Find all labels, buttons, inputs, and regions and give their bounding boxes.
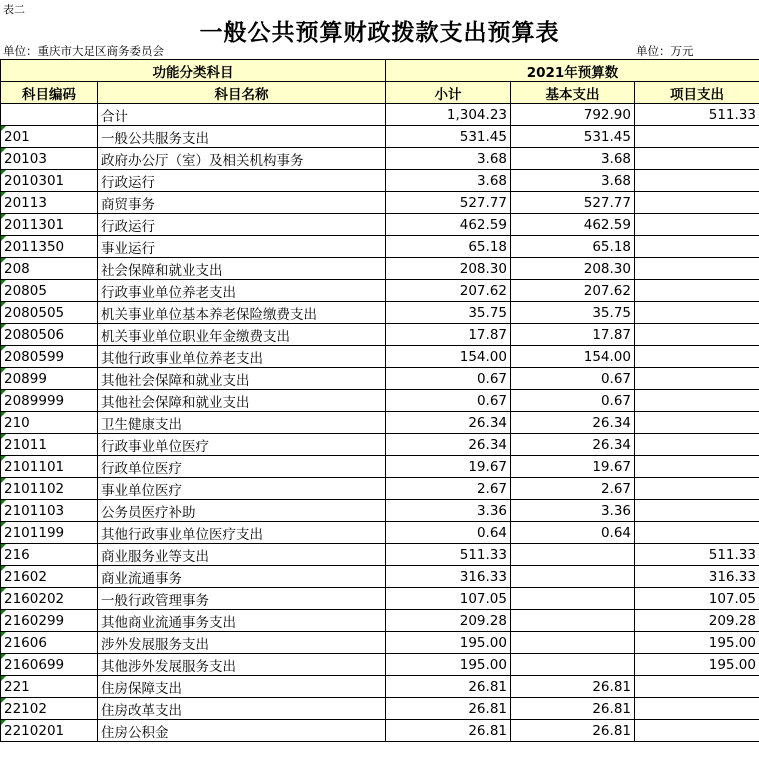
- row-name[interactable]: 事业单位医疗: [98, 478, 386, 500]
- row-code[interactable]: 2010301: [1, 170, 98, 192]
- row-code[interactable]: 2011350: [1, 236, 98, 258]
- row-name[interactable]: 行政事业单位养老支出: [98, 280, 386, 302]
- row-name[interactable]: 机关事业单位职业年金缴费支出: [98, 324, 386, 346]
- row-basic[interactable]: [511, 588, 635, 610]
- row-subtotal[interactable]: 0.67: [386, 368, 511, 390]
- table-row[interactable]: [1, 676, 759, 698]
- row-name[interactable]: 其他行政事业单位医疗支出: [98, 522, 386, 544]
- row-code[interactable]: 20805: [1, 280, 98, 302]
- row-project[interactable]: [635, 676, 759, 698]
- row-project[interactable]: [635, 368, 759, 390]
- row-code[interactable]: 21606: [1, 632, 98, 654]
- row-name[interactable]: 一般行政管理事务: [98, 588, 386, 610]
- table-row[interactable]: [1, 148, 759, 170]
- row-code[interactable]: 2160299: [1, 610, 98, 632]
- table-row[interactable]: [1, 104, 759, 126]
- row-basic[interactable]: 792.90: [511, 104, 635, 126]
- table-row[interactable]: [1, 544, 759, 566]
- header-project: 项目支出: [635, 82, 759, 104]
- table-row[interactable]: [1, 632, 759, 654]
- row-subtotal[interactable]: 26.81: [386, 676, 511, 698]
- row-project[interactable]: 195.00: [635, 654, 759, 676]
- table-row[interactable]: [1, 412, 759, 434]
- row-basic[interactable]: 3.36: [511, 500, 635, 522]
- row-name[interactable]: 卫生健康支出: [98, 412, 386, 434]
- row-basic[interactable]: 0.67: [511, 368, 635, 390]
- row-name[interactable]: 住房公积金: [98, 720, 386, 742]
- row-code[interactable]: 2080505: [1, 302, 98, 324]
- row-subtotal[interactable]: 0.64: [386, 522, 511, 544]
- row-subtotal[interactable]: 26.34: [386, 412, 511, 434]
- table-row[interactable]: [1, 522, 759, 544]
- table-row[interactable]: [1, 170, 759, 192]
- row-name[interactable]: 其他涉外发展服务支出: [98, 654, 386, 676]
- sheet-tag: 表二: [3, 3, 25, 16]
- table-row[interactable]: [1, 434, 759, 456]
- row-basic[interactable]: 26.34: [511, 434, 635, 456]
- row-project[interactable]: [635, 346, 759, 368]
- row-project[interactable]: 511.33: [635, 544, 759, 566]
- table-row[interactable]: [1, 236, 759, 258]
- row-project[interactable]: [635, 390, 759, 412]
- page-title: 一般公共预算财政拨款支出预算表: [199, 19, 560, 46]
- row-project[interactable]: [635, 302, 759, 324]
- row-code[interactable]: 208: [1, 258, 98, 280]
- row-project[interactable]: [635, 456, 759, 478]
- table-row[interactable]: [1, 192, 759, 214]
- row-subtotal[interactable]: 107.05: [386, 588, 511, 610]
- row-code[interactable]: 22102: [1, 698, 98, 720]
- row-project[interactable]: [635, 170, 759, 192]
- row-subtotal[interactable]: 3.68: [386, 170, 511, 192]
- row-name[interactable]: 商业服务业等支出: [98, 544, 386, 566]
- row-subtotal[interactable]: 527.77: [386, 192, 511, 214]
- table-row[interactable]: [1, 280, 759, 302]
- table-row[interactable]: [1, 302, 759, 324]
- row-code[interactable]: 2080599: [1, 346, 98, 368]
- row-basic[interactable]: 17.87: [511, 324, 635, 346]
- row-basic[interactable]: 154.00: [511, 346, 635, 368]
- unit-organization: 单位：重庆市大足区商务委员会: [3, 44, 164, 58]
- row-subtotal[interactable]: 35.75: [386, 302, 511, 324]
- row-basic[interactable]: 207.62: [511, 280, 635, 302]
- header-name: 科目名称: [98, 82, 386, 104]
- row-project[interactable]: [635, 192, 759, 214]
- row-basic[interactable]: 26.81: [511, 698, 635, 720]
- row-name[interactable]: 其他商业流通事务支出: [98, 610, 386, 632]
- row-project[interactable]: 209.28: [635, 610, 759, 632]
- row-code[interactable]: [1, 104, 98, 126]
- row-subtotal[interactable]: 154.00: [386, 346, 511, 368]
- row-basic[interactable]: [511, 566, 635, 588]
- table-row[interactable]: [1, 588, 759, 610]
- row-subtotal[interactable]: 209.28: [386, 610, 511, 632]
- row-code[interactable]: 2080506: [1, 324, 98, 346]
- row-code[interactable]: 2160202: [1, 588, 98, 610]
- row-name[interactable]: 涉外发展服务支出: [98, 632, 386, 654]
- table-header-group-row: [1, 60, 759, 82]
- row-name[interactable]: 行政运行: [98, 170, 386, 192]
- row-code[interactable]: 2089999: [1, 390, 98, 412]
- row-project[interactable]: [635, 214, 759, 236]
- unit-currency: 单位：万元: [636, 44, 694, 58]
- row-code[interactable]: 20899: [1, 368, 98, 390]
- row-name[interactable]: 行政运行: [98, 214, 386, 236]
- row-project[interactable]: [635, 236, 759, 258]
- table-row[interactable]: [1, 258, 759, 280]
- row-name[interactable]: 政府办公厅（室）及相关机构事务: [98, 148, 386, 170]
- header-basic: 基本支出: [511, 82, 635, 104]
- row-name[interactable]: 其他行政事业单位养老支出: [98, 346, 386, 368]
- row-subtotal[interactable]: 511.33: [386, 544, 511, 566]
- row-project[interactable]: 107.05: [635, 588, 759, 610]
- row-name[interactable]: 一般公共服务支出: [98, 126, 386, 148]
- row-basic[interactable]: 527.77: [511, 192, 635, 214]
- row-subtotal[interactable]: 462.59: [386, 214, 511, 236]
- table-row[interactable]: [1, 610, 759, 632]
- table-row[interactable]: [1, 720, 759, 742]
- row-name[interactable]: 商业流通事务: [98, 566, 386, 588]
- row-code[interactable]: 221: [1, 676, 98, 698]
- row-code[interactable]: 2101199: [1, 522, 98, 544]
- row-project[interactable]: 195.00: [635, 632, 759, 654]
- row-subtotal[interactable]: 17.87: [386, 324, 511, 346]
- row-project[interactable]: [635, 280, 759, 302]
- row-project[interactable]: [635, 412, 759, 434]
- row-basic[interactable]: 26.81: [511, 720, 635, 742]
- row-subtotal[interactable]: 26.81: [386, 698, 511, 720]
- row-name[interactable]: 机关事业单位基本养老保险缴费支出: [98, 302, 386, 324]
- table-row[interactable]: [1, 478, 759, 500]
- table-row[interactable]: [1, 654, 759, 676]
- row-basic[interactable]: 26.34: [511, 412, 635, 434]
- row-project[interactable]: 316.33: [635, 566, 759, 588]
- row-subtotal[interactable]: 19.67: [386, 456, 511, 478]
- row-project[interactable]: [635, 478, 759, 500]
- row-code[interactable]: 210: [1, 412, 98, 434]
- row-project[interactable]: [635, 522, 759, 544]
- row-name[interactable]: 行政事业单位医疗: [98, 434, 386, 456]
- row-basic[interactable]: 3.68: [511, 148, 635, 170]
- row-name[interactable]: 合计: [98, 104, 386, 126]
- row-basic[interactable]: 19.67: [511, 456, 635, 478]
- row-basic[interactable]: 35.75: [511, 302, 635, 324]
- row-subtotal[interactable]: 1,304.23: [386, 104, 511, 126]
- table-row[interactable]: [1, 214, 759, 236]
- row-basic[interactable]: 462.59: [511, 214, 635, 236]
- row-project[interactable]: [635, 500, 759, 522]
- table-header-row: [1, 82, 759, 104]
- row-code[interactable]: 21011: [1, 434, 98, 456]
- table-row[interactable]: [1, 368, 759, 390]
- table-row[interactable]: [1, 566, 759, 588]
- row-name[interactable]: 行政单位医疗: [98, 456, 386, 478]
- row-project[interactable]: [635, 434, 759, 456]
- row-code[interactable]: 2101102: [1, 478, 98, 500]
- row-basic[interactable]: 3.68: [511, 170, 635, 192]
- row-project[interactable]: [635, 148, 759, 170]
- row-name[interactable]: 其他社会保障和就业支出: [98, 368, 386, 390]
- table-row[interactable]: [1, 346, 759, 368]
- header-subtotal: 小计: [386, 82, 511, 104]
- row-name[interactable]: 其他社会保障和就业支出: [98, 390, 386, 412]
- row-basic[interactable]: [511, 632, 635, 654]
- table-row[interactable]: [1, 324, 759, 346]
- header-code: 科目编码: [1, 82, 98, 104]
- row-subtotal[interactable]: 26.34: [386, 434, 511, 456]
- row-code[interactable]: 216: [1, 544, 98, 566]
- row-name[interactable]: 商贸事务: [98, 192, 386, 214]
- row-subtotal[interactable]: 207.62: [386, 280, 511, 302]
- row-subtotal[interactable]: 0.67: [386, 390, 511, 412]
- row-name[interactable]: 公务员医疗补助: [98, 500, 386, 522]
- row-subtotal[interactable]: 195.00: [386, 654, 511, 676]
- row-basic[interactable]: 531.45: [511, 126, 635, 148]
- table-row[interactable]: [1, 698, 759, 720]
- row-subtotal[interactable]: 531.45: [386, 126, 511, 148]
- row-subtotal[interactable]: 2.67: [386, 478, 511, 500]
- row-basic[interactable]: 0.67: [511, 390, 635, 412]
- row-code[interactable]: 20113: [1, 192, 98, 214]
- row-subtotal[interactable]: 65.18: [386, 236, 511, 258]
- row-subtotal[interactable]: 316.33: [386, 566, 511, 588]
- row-project[interactable]: [635, 698, 759, 720]
- row-project[interactable]: [635, 324, 759, 346]
- header-func-category: 功能分类科目: [1, 60, 386, 82]
- row-subtotal[interactable]: 26.81: [386, 720, 511, 742]
- row-code[interactable]: 2160699: [1, 654, 98, 676]
- table-row[interactable]: [1, 456, 759, 478]
- row-project[interactable]: [635, 258, 759, 280]
- row-basic[interactable]: 0.64: [511, 522, 635, 544]
- row-basic[interactable]: [511, 654, 635, 676]
- budget-table: [0, 59, 759, 742]
- row-name[interactable]: 事业运行: [98, 236, 386, 258]
- row-name[interactable]: 住房保障支出: [98, 676, 386, 698]
- row-subtotal[interactable]: 208.30: [386, 258, 511, 280]
- row-basic[interactable]: 26.81: [511, 676, 635, 698]
- row-project[interactable]: 511.33: [635, 104, 759, 126]
- row-name[interactable]: 社会保障和就业支出: [98, 258, 386, 280]
- row-code[interactable]: 2210201: [1, 720, 98, 742]
- row-subtotal[interactable]: 3.36: [386, 500, 511, 522]
- row-basic[interactable]: [511, 544, 635, 566]
- row-subtotal[interactable]: 3.68: [386, 148, 511, 170]
- row-basic[interactable]: 208.30: [511, 258, 635, 280]
- table-row[interactable]: [1, 390, 759, 412]
- row-code[interactable]: 2101103: [1, 500, 98, 522]
- row-code[interactable]: 21602: [1, 566, 98, 588]
- row-code[interactable]: 20103: [1, 148, 98, 170]
- row-basic[interactable]: 65.18: [511, 236, 635, 258]
- row-basic[interactable]: 2.67: [511, 478, 635, 500]
- row-code[interactable]: 2101101: [1, 456, 98, 478]
- row-name[interactable]: 住房改革支出: [98, 698, 386, 720]
- row-code[interactable]: 201: [1, 126, 98, 148]
- header-budget-year: 2021年预算数: [386, 60, 759, 82]
- row-code[interactable]: 2011301: [1, 214, 98, 236]
- row-project[interactable]: [635, 126, 759, 148]
- row-basic[interactable]: [511, 610, 635, 632]
- row-subtotal[interactable]: 195.00: [386, 632, 511, 654]
- table-row[interactable]: [1, 500, 759, 522]
- table-row[interactable]: [1, 126, 759, 148]
- row-project[interactable]: [635, 720, 759, 742]
